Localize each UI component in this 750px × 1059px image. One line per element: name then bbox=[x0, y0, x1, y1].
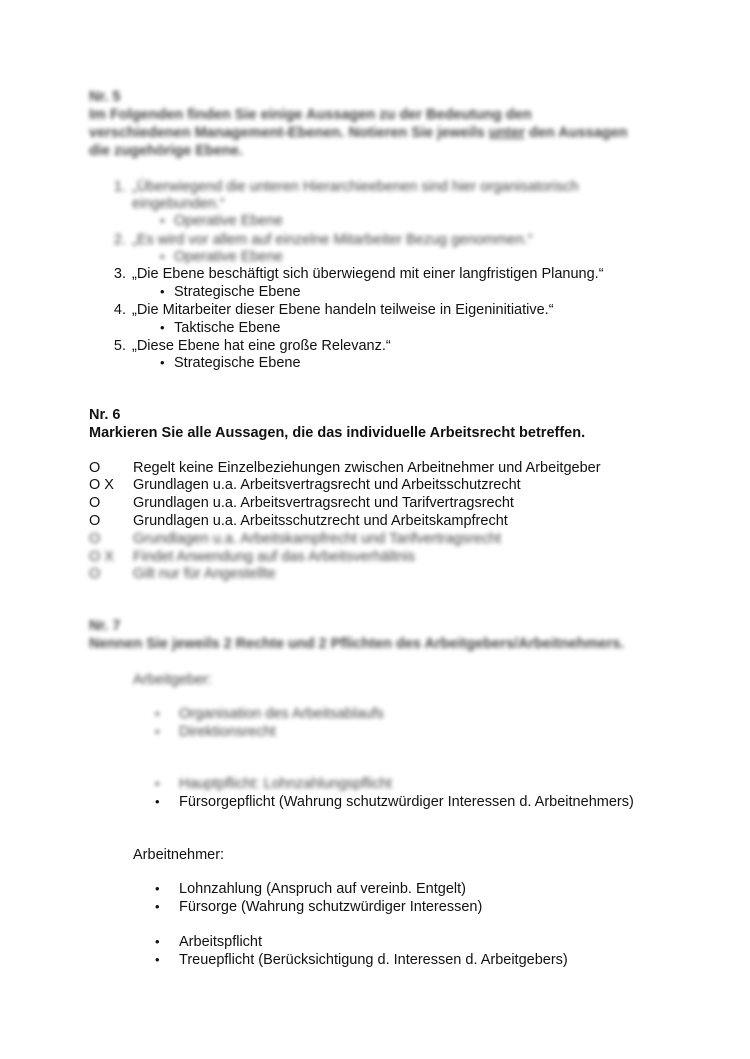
nr6-option-3: O Grundlagen u.a. Arbeitsvertragsrecht und Tarifvertragsrecht bbox=[89, 495, 514, 511]
arbeitnehmer-pflicht-1: • Arbeitspflicht bbox=[155, 934, 263, 950]
nr5-item-5-answer: • Strategische Ebene bbox=[160, 355, 301, 371]
nr5-item-4: 4. „Die Mitarbeiter dieser Ebene handeln teilweise in Eigeninitiative.“ bbox=[113, 302, 554, 318]
nr5-item-3: 3. „Die Ebene beschäftigt sich überwiegend mit einer langfristigen Planung.“ bbox=[113, 266, 604, 282]
nr5-item-4-answer: • Taktische Ebene bbox=[160, 320, 281, 336]
nr5-item-3-answer: • Strategische Ebene bbox=[160, 284, 301, 300]
nr6-question: Markieren Sie alle Aussagen, die das individuelle Arbeitsrecht betreffen. bbox=[89, 425, 586, 441]
nr6-option-7: O Gilt nur für Angestellte bbox=[89, 566, 276, 582]
nr5-item-2: 2. „Es wird vor allem auf einzelne Mitarbeiter Bezug genommen.“ bbox=[113, 232, 533, 248]
nr6-heading: Nr. 6 bbox=[89, 407, 121, 423]
arbeitgeber-pflicht-1: • Hauptpflicht: Lohnzahlungspflicht bbox=[155, 776, 392, 792]
arbeitnehmer-recht-1: • Lohnzahlung (Anspruch auf vereinb. Entgelt) bbox=[155, 881, 466, 897]
nr5-item-1: 1. „Überwiegend die unteren Hierarchieebenen sind hier organisatorisch bbox=[113, 179, 579, 195]
nr5-item-5: 5. „Diese Ebene hat eine große Relevanz.“ bbox=[113, 338, 391, 354]
arbeitgeber-label: Arbeitgeber: bbox=[133, 672, 212, 688]
nr5-item-1-answer: • Operative Ebene bbox=[160, 213, 283, 229]
nr5-intro-line-2: verschiedenen Management-Ebenen. Notieren Sie jeweils unter den Aussagen bbox=[89, 125, 628, 141]
nr5-intro-line-1: Im Folgenden finden Sie einige Aussagen zu der Bedeutung den bbox=[89, 107, 532, 123]
nr6-option-1: O Regelt keine Einzelbeziehungen zwischen Arbeitnehmer und Arbeitgeber bbox=[89, 460, 601, 476]
nr5-item-2-answer: • Operative Ebene bbox=[160, 249, 283, 265]
nr6-option-4: O Grundlagen u.a. Arbeitsschutzrecht und Arbeitskampfrecht bbox=[89, 513, 508, 529]
nr6-option-5: O Grundlagen u.a. Arbeitskampfrecht und Tarifvertragsrecht bbox=[89, 531, 502, 547]
nr6-option-6: O X Findet Anwendung auf das Arbeitsverhältnis bbox=[89, 549, 416, 565]
arbeitgeber-pflicht-2: • Fürsorgepflicht (Wahrung schutzwürdiger Interessen d. Arbeitnehmers) bbox=[155, 794, 634, 810]
nr7-heading: Nr. 7 bbox=[89, 618, 121, 634]
arbeitnehmer-label: Arbeitnehmer: bbox=[133, 847, 225, 863]
nr6-option-2: O X Grundlagen u.a. Arbeitsvertragsrecht und Arbeitsschutzrecht bbox=[89, 477, 521, 493]
nr7-question: Nennen Sie jeweils 2 Rechte und 2 Pflichten des Arbeitgebers/Arbeitnehmers. bbox=[89, 636, 625, 652]
nr5-intro-line-3: die zugehörige Ebene. bbox=[89, 143, 243, 159]
nr5-heading: Nr. 5 bbox=[89, 89, 121, 105]
arbeitgeber-recht-1: • Organisation des Arbeitsablaufs bbox=[155, 706, 384, 722]
arbeitnehmer-recht-2: • Fürsorge (Wahrung schutzwürdiger Interessen) bbox=[155, 899, 483, 915]
arbeitnehmer-pflicht-2: • Treuepflicht (Berücksichtigung d. Interessen d. Arbeitgebers) bbox=[155, 952, 568, 968]
nr5-item-1-cont: eingebunden.“ bbox=[132, 196, 225, 212]
arbeitgeber-recht-2: • Direktionsrecht bbox=[155, 724, 276, 740]
